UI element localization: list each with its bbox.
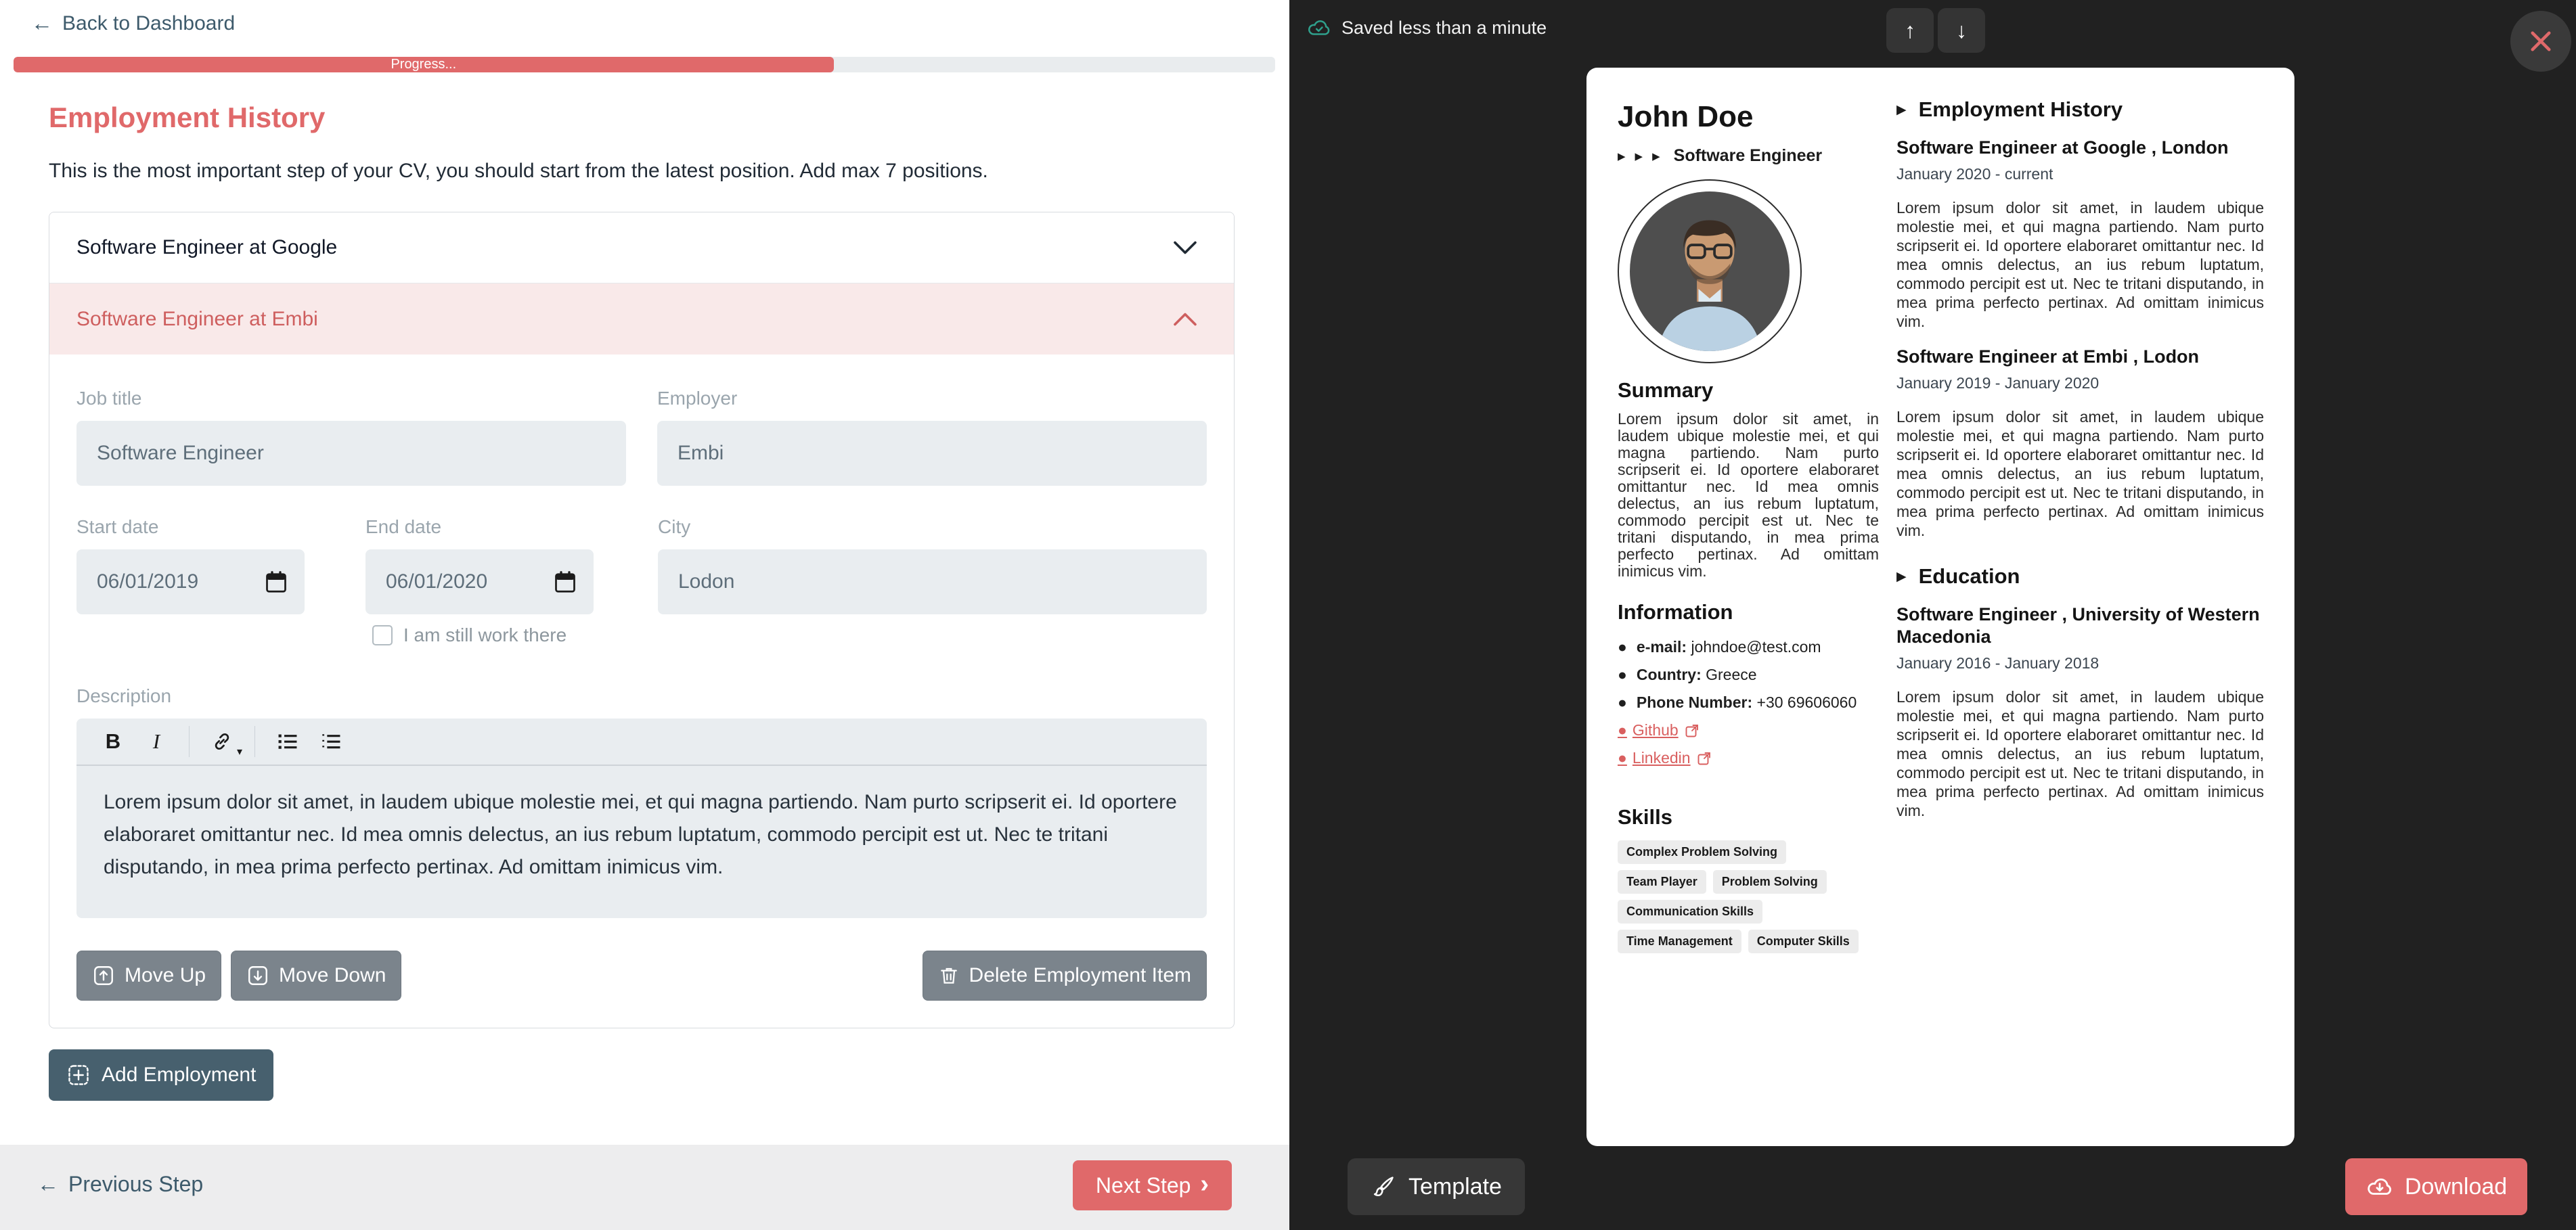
- arrow-up-icon: ↑: [1905, 18, 1915, 43]
- back-arrow-icon: ←: [37, 1172, 59, 1196]
- previous-step-label: Previous Step: [68, 1172, 204, 1196]
- back-link-label: Back to Dashboard: [62, 12, 236, 35]
- external-link-icon: [1684, 723, 1700, 739]
- city-label: City: [658, 516, 691, 537]
- chevron-right-icon: ›: [1200, 1169, 1209, 1198]
- triangle-icon: ▶: [1652, 150, 1660, 162]
- cv-entry-title: Software Engineer at Google , London: [1896, 137, 2229, 158]
- cv-left-column: [1618, 97, 1879, 953]
- bullet-icon: ●: [1618, 666, 1627, 683]
- avatar-ring: [1618, 179, 1802, 363]
- editor-toolbar: [76, 719, 1207, 766]
- calendar-icon[interactable]: [553, 570, 577, 594]
- skill-chip: Communication Skills: [1618, 900, 1762, 924]
- cv-entry-title: Software Engineer at Embi , Lodon: [1896, 346, 2200, 367]
- cv-info-email: ● e-mail: johndoe@test.com: [1618, 638, 1821, 656]
- description-textarea[interactable]: Lorem ipsum dolor sit amet, in laudem ubique molestie mei, et qui magna partiendo. Nam purto scripserit ei. Id oportere elaboraret omittantur nec. Id mea omnis delectus, an ius rebum luptatum, commodo percipit est ut. Nec te tritani disputando, in mea prima perfecto pertinax. Ad omittam inimicus vim.: [76, 766, 1207, 918]
- description-label: Description: [76, 685, 172, 706]
- cv-entry-description: Lorem ipsum dolor sit amet, in laudem ubique molestie mei, et qui magna partiendo. Nam purto scripserit ei. Id oportere elaboraret omittantur nec. Id mea omnis delectus, an ius rebum luptatum, commodo percipit est ut. Nec te tritani disputando, in mea prima perfecto pertinax. Ad omittam inimicus vim.: [1896, 199, 2264, 330]
- cv-employment-entry: [1896, 137, 2264, 331]
- delete-employment-label: Delete Employment Item: [969, 964, 1191, 986]
- ordered-list-icon[interactable]: [309, 723, 353, 760]
- arrow-up-box-icon: [92, 964, 115, 987]
- download-button[interactable]: [2345, 1158, 2527, 1215]
- cv-entry-period: January 2016 - January 2018: [1896, 654, 2100, 672]
- cv-entry-title: Software Engineer , University of Western Macedonia: [1896, 604, 2260, 647]
- cv-skill-chips: [1618, 840, 1861, 953]
- template-label: Template: [1408, 1173, 1502, 1200]
- job-title-label: Job title: [76, 388, 142, 409]
- cv-entry-description: Lorem ipsum dolor sit amet, in laudem ubique molestie mei, et qui magna partiendo. Nam purto scripserit ei. Id oportere elaboraret omittantur nec. Id mea omnis delectus, an ius rebum luptatum, commodo percipit est ut. Nec te tritani disputando, in mea prima perfecto pertinax. Ad omittam inimicus vim.: [1896, 408, 2264, 539]
- cv-education-section-title: ▶ Education: [1896, 564, 2020, 588]
- previous-step-link[interactable]: [37, 1172, 203, 1197]
- step-footer: [0, 1145, 1289, 1230]
- close-preview-button[interactable]: [2510, 11, 2571, 72]
- next-step-button[interactable]: [1073, 1160, 1232, 1210]
- accordion-item-embi-label: Software Engineer at Embi: [76, 307, 318, 330]
- download-label: Download: [2405, 1173, 2508, 1200]
- bullet-icon: ●: [1618, 721, 1627, 739]
- cv-info-phone: ● Phone Number: +30 69606060: [1618, 693, 1857, 711]
- employment-item-form: [49, 355, 1234, 1028]
- calendar-icon[interactable]: [264, 570, 288, 594]
- saved-status-label: Saved less than a minute: [1341, 17, 1547, 38]
- cv-info-country: ● Country: Greece: [1618, 666, 1757, 683]
- cv-summary-text: Lorem ipsum dolor sit amet, in laudem ubique molestie mei, et qui magna partiendo. Nam purto scripserit ei. Id oportere elaboraret omittantur nec. Id mea omnis delectus, an ius rebum luptatum, commodo percipit est ut. Nec te tritani disputando, in mea prima perfecto pertinax. Ad omittam inimicus vim.: [1618, 410, 1879, 580]
- close-icon: [2527, 27, 2555, 55]
- move-down-button[interactable]: [231, 951, 401, 1001]
- accordion-item-google-label: Software Engineer at Google: [76, 236, 338, 258]
- italic-icon[interactable]: I: [135, 723, 178, 760]
- page-subtitle: This is the most important step of your CV, you should start from the latest position. Add max 7 positions.: [49, 160, 988, 182]
- toolbar-divider: [189, 726, 190, 757]
- bullet-icon: ●: [1618, 693, 1627, 711]
- cv-linkedin-link[interactable]: [1618, 749, 1879, 767]
- template-button[interactable]: [1348, 1158, 1525, 1215]
- cv-github-label: Github: [1632, 721, 1679, 739]
- skill-chip: Complex Problem Solving: [1618, 840, 1786, 864]
- description-editor: [76, 719, 1207, 918]
- cv-info-list: [1618, 638, 1879, 767]
- page-title: Employment History: [49, 101, 326, 133]
- move-down-label: Move Down: [279, 964, 386, 986]
- skill-chip: Time Management: [1618, 930, 1741, 953]
- accordion-item-embi[interactable]: [49, 283, 1234, 355]
- cv-employment-section-title: ▶ Employment History: [1896, 97, 2123, 121]
- cv-information-title: Information: [1618, 600, 1733, 624]
- cv-preview-page: [1586, 68, 2294, 1146]
- cv-entry-period: January 2019 - January 2020: [1896, 374, 2100, 392]
- cloud-download-icon: [2366, 1172, 2394, 1201]
- progress-bar: [14, 57, 1275, 72]
- chevron-down-icon: [1173, 240, 1197, 255]
- cv-education-entry: [1896, 603, 2264, 820]
- cv-right-column: [1896, 97, 2264, 820]
- still-work-label: I am still work there: [403, 624, 567, 645]
- back-to-dashboard-link[interactable]: [31, 11, 235, 36]
- move-up-button[interactable]: [76, 951, 221, 1001]
- cloud-check-icon: [1306, 15, 1332, 41]
- cv-entry-period: January 2020 - current: [1896, 165, 2053, 183]
- trash-icon: [938, 965, 960, 986]
- avatar: [1630, 191, 1790, 351]
- start-date-label: Start date: [76, 516, 159, 537]
- skill-chip: Problem Solving: [1713, 870, 1827, 894]
- triangle-icon: ▶: [1896, 569, 1907, 584]
- paintbrush-icon: [1371, 1174, 1396, 1200]
- bold-icon[interactable]: B: [91, 723, 135, 760]
- skill-chip: Team Player: [1618, 870, 1706, 894]
- cv-job-title: Software Engineer: [1673, 146, 1823, 165]
- add-employment-button[interactable]: [49, 1049, 273, 1101]
- end-date-label: End date: [365, 516, 442, 537]
- bullet-list-icon[interactable]: [266, 723, 309, 760]
- triangle-icon: ▶: [1618, 150, 1626, 162]
- cv-employment-entry: [1896, 346, 2264, 540]
- delete-employment-button[interactable]: [923, 951, 1207, 1001]
- cv-summary-title: Summary: [1618, 378, 1714, 402]
- caret-down-icon: ▾: [236, 746, 242, 758]
- cv-entry-description: Lorem ipsum dolor sit amet, in laudem ubique molestie mei, et qui magna partiendo. Nam purto scripserit ei. Id oportere elaboraret omittantur nec. Id mea omnis delectus, an ius rebum luptatum, commodo percipit est ut. Nec te tritani disputando, in mea prima perfecto pertinax. Ad omittam inimicus vim.: [1896, 688, 2264, 819]
- chevron-up-icon: [1173, 312, 1197, 327]
- accordion-item-google[interactable]: [49, 212, 1234, 283]
- city-input[interactable]: [658, 549, 1207, 614]
- skill-chip: Computer Skills: [1748, 930, 1859, 953]
- cv-name: John Doe: [1618, 100, 1754, 133]
- triangle-icon: ▶: [1896, 102, 1907, 117]
- back-arrow-icon: ←: [31, 11, 53, 35]
- bullet-icon: ●: [1618, 638, 1627, 656]
- add-employment-label: Add Employment: [102, 1064, 257, 1086]
- saved-status: [1306, 15, 1547, 41]
- job-title-input[interactable]: [76, 421, 626, 486]
- move-up-label: Move Up: [125, 964, 206, 986]
- preview-panel: [1289, 0, 2576, 1230]
- employment-accordion-card: [49, 212, 1235, 1028]
- employer-input[interactable]: [657, 421, 1207, 486]
- cv-job-title-row: [1618, 146, 1879, 166]
- still-work-checkbox[interactable]: [372, 625, 393, 645]
- scroll-down-button[interactable]: [1938, 8, 1985, 53]
- external-link-icon: [1696, 750, 1712, 767]
- scroll-up-button[interactable]: [1886, 8, 1934, 53]
- bullet-icon: ●: [1618, 749, 1627, 767]
- arrow-down-icon: ↓: [1956, 18, 1967, 43]
- cv-linkedin-label: Linkedin: [1632, 749, 1691, 767]
- link-icon[interactable]: [200, 723, 244, 760]
- arrow-down-box-icon: [246, 964, 269, 987]
- plus-box-icon: [66, 1063, 91, 1087]
- cv-skills-title: Skills: [1618, 805, 1672, 829]
- triangle-icon: ▶: [1635, 150, 1643, 162]
- progress-fill: [14, 57, 834, 72]
- progress-label: Progress...: [391, 57, 457, 72]
- employer-label: Employer: [657, 388, 738, 409]
- toolbar-divider: [254, 726, 255, 757]
- next-step-label: Next Step: [1095, 1172, 1191, 1198]
- cv-github-link[interactable]: [1618, 721, 1879, 739]
